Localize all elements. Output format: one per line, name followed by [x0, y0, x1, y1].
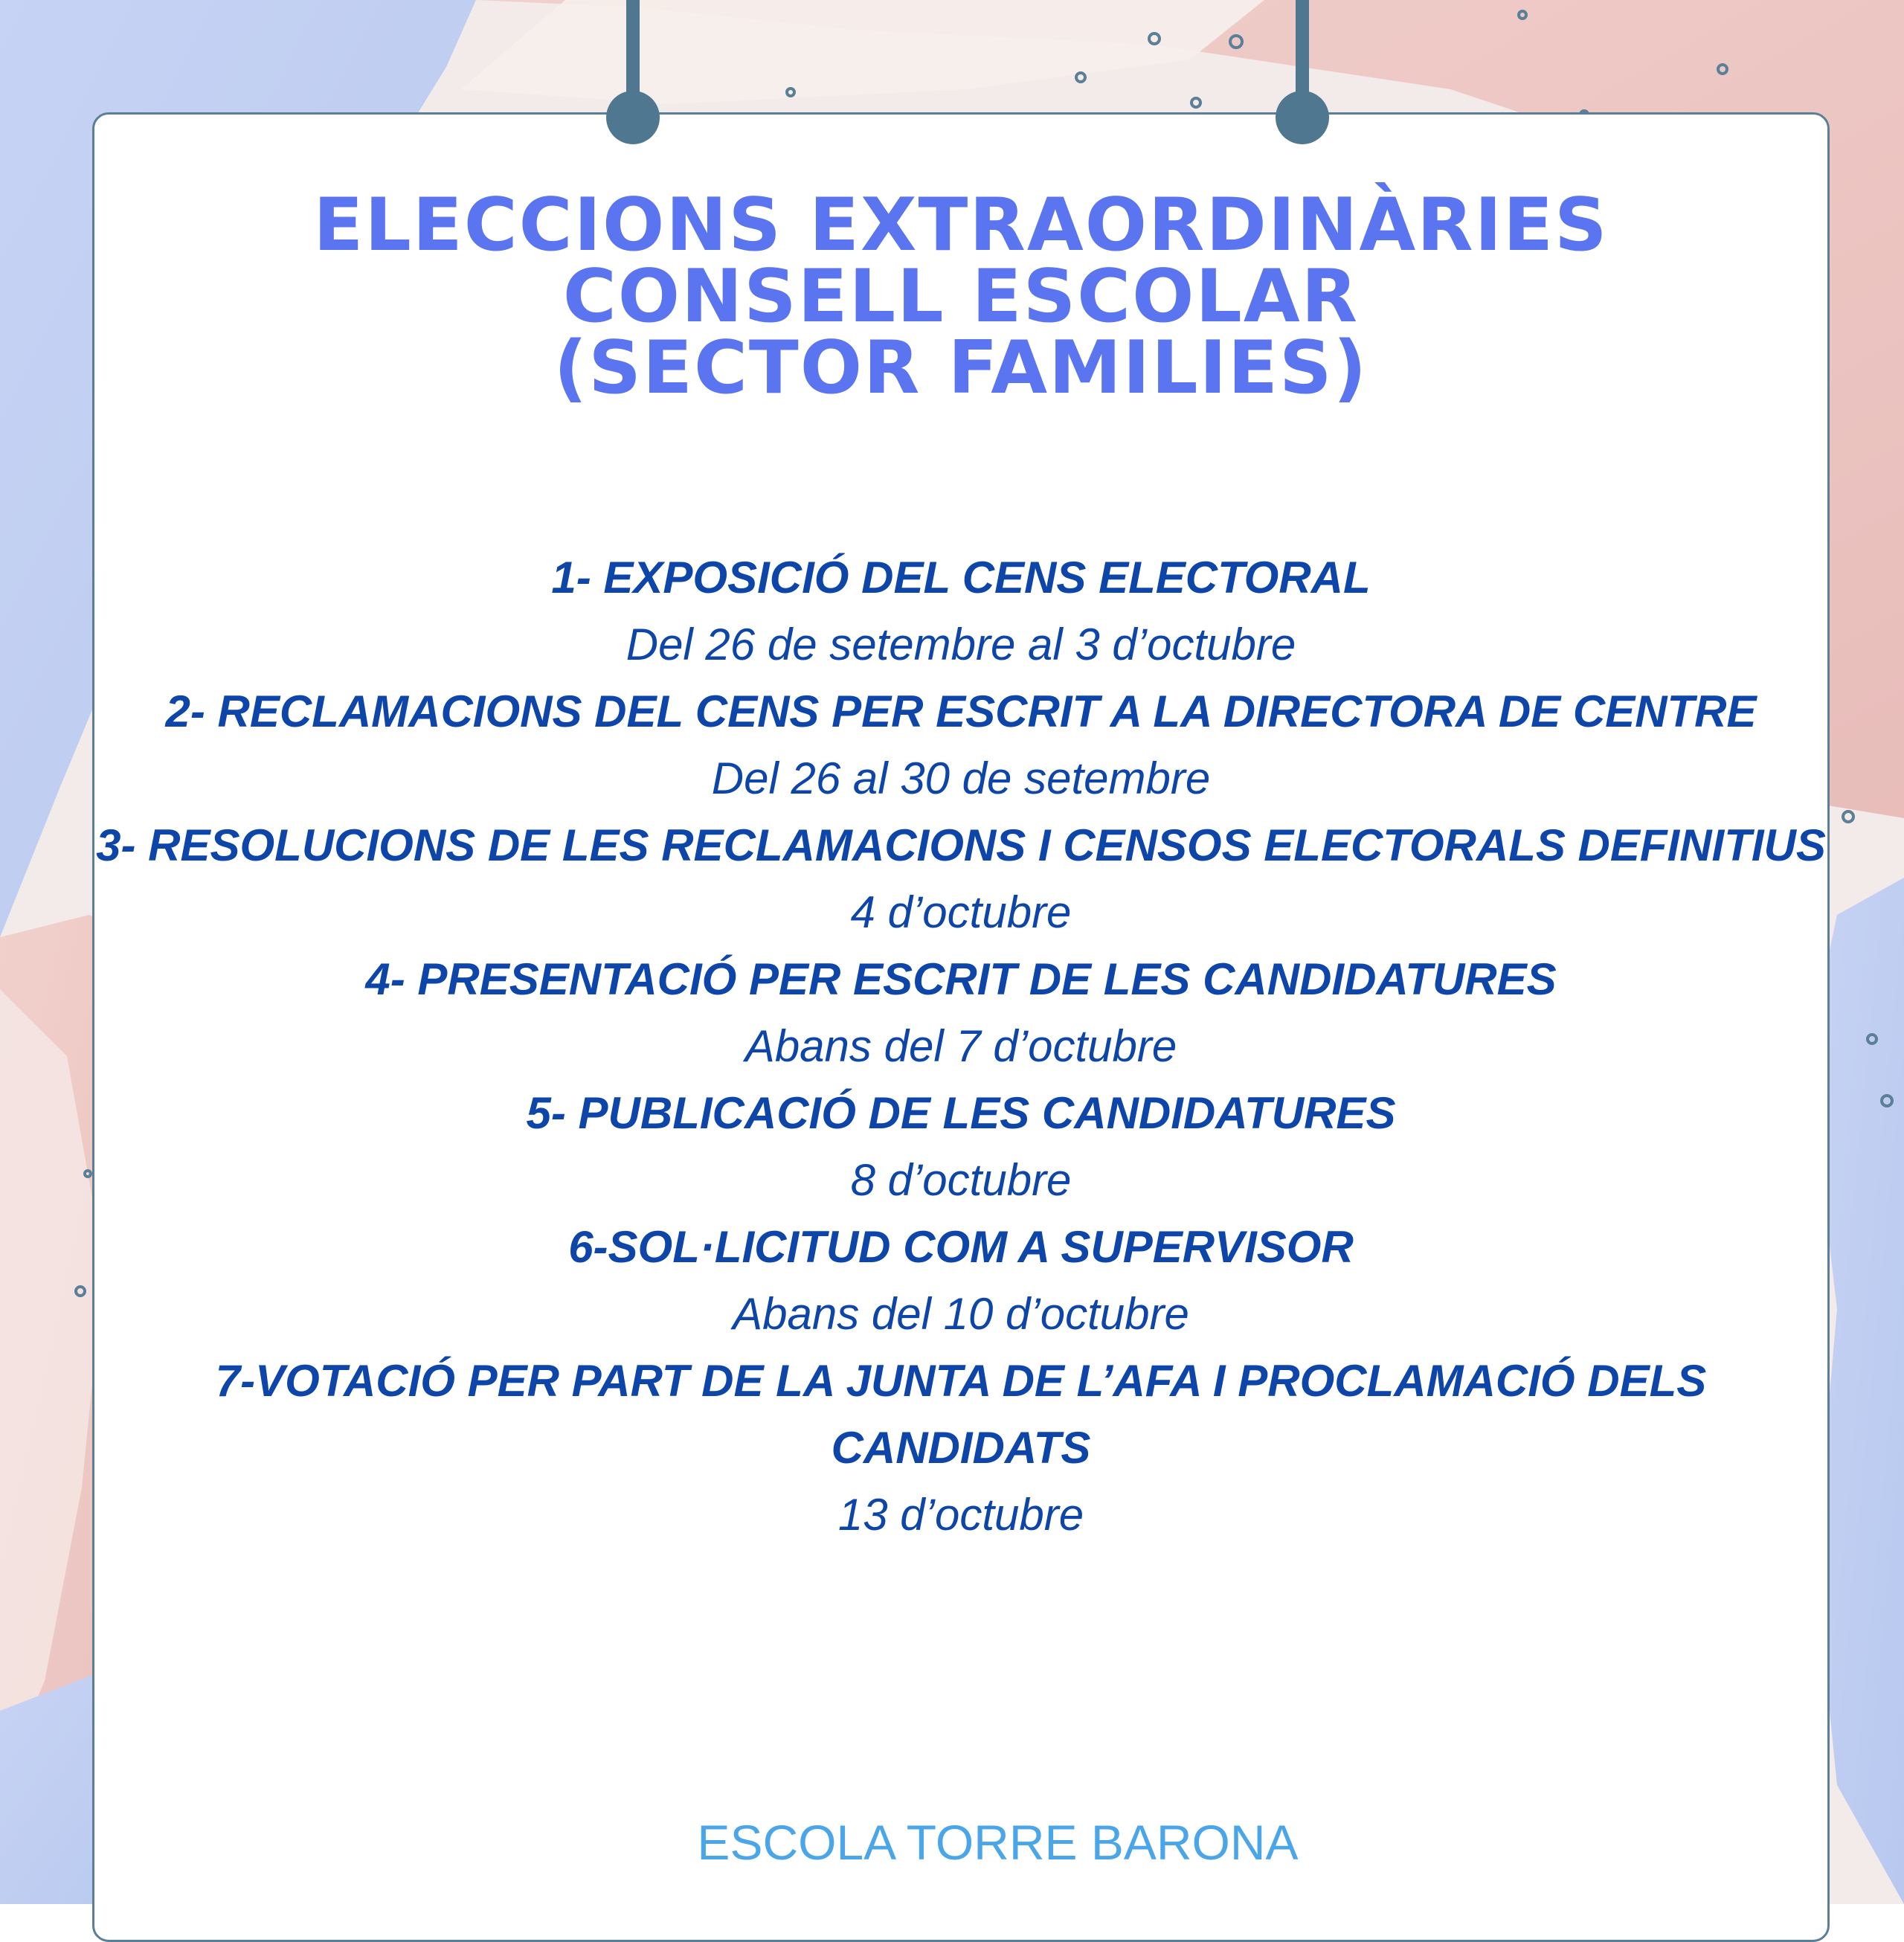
title-line: (SECTOR FAMILIES): [553, 326, 1368, 411]
schedule-step: [92, 1214, 1830, 1348]
step-heading: 1- EXPOSICIÓ DEL CENS ELECTORAL: [551, 553, 1371, 602]
step-date: Del 26 de setembre al 3 d’octubre: [625, 620, 1296, 669]
schedule-step: [92, 812, 1830, 946]
step-heading: 6-SOL·LICITUD COM A SUPERVISOR: [568, 1222, 1354, 1272]
step-date: 13 d’octubre: [837, 1490, 1084, 1540]
step-date: Abans del 7 d’octubre: [744, 1021, 1177, 1071]
step-date: 8 d’octubre: [850, 1155, 1072, 1205]
step-heading: 5- PUBLICACIÓ DE LES CANDIDATURES: [526, 1088, 1396, 1138]
title-line: CONSELL ESCOLAR: [562, 254, 1360, 339]
step-heading: 2- RECLAMACIONS DEL CENS PER ESCRIT A LA DIRECTORA DE CENTRE: [165, 687, 1757, 736]
school-name: ESCOLA TORRE BARONA: [697, 1815, 1299, 1870]
step-date: 4 d’octubre: [850, 887, 1072, 937]
title-line: ELECCIONS EXTRAORDINÀRIES: [313, 183, 1609, 268]
schedule-step: [92, 544, 1830, 678]
schedule-step: [92, 1348, 1830, 1549]
schedule-step: [92, 946, 1830, 1080]
schedule-step: [92, 1080, 1830, 1214]
step-date: Del 26 al 30 de setembre: [711, 753, 1211, 803]
step-heading: 3- RESOLUCIONS DE LES RECLAMACIONS I CENSOS ELECTORALS DEFINITIUS: [96, 820, 1826, 870]
schedule-step: [92, 678, 1830, 812]
poster-title: [92, 183, 1830, 411]
step-heading: 7-VOTACIÓ PER PART DE LA JUNTA DE L’AFA I PROCLAMACIÓ DELS CANDIDATS: [215, 1356, 1707, 1473]
step-date: Abans del 10 d’octubre: [733, 1289, 1189, 1339]
election-schedule: [92, 544, 1830, 1549]
step-heading: 4- PRESENTACIÓ PER ESCRIT DE LES CANDIDATURES: [365, 954, 1557, 1004]
